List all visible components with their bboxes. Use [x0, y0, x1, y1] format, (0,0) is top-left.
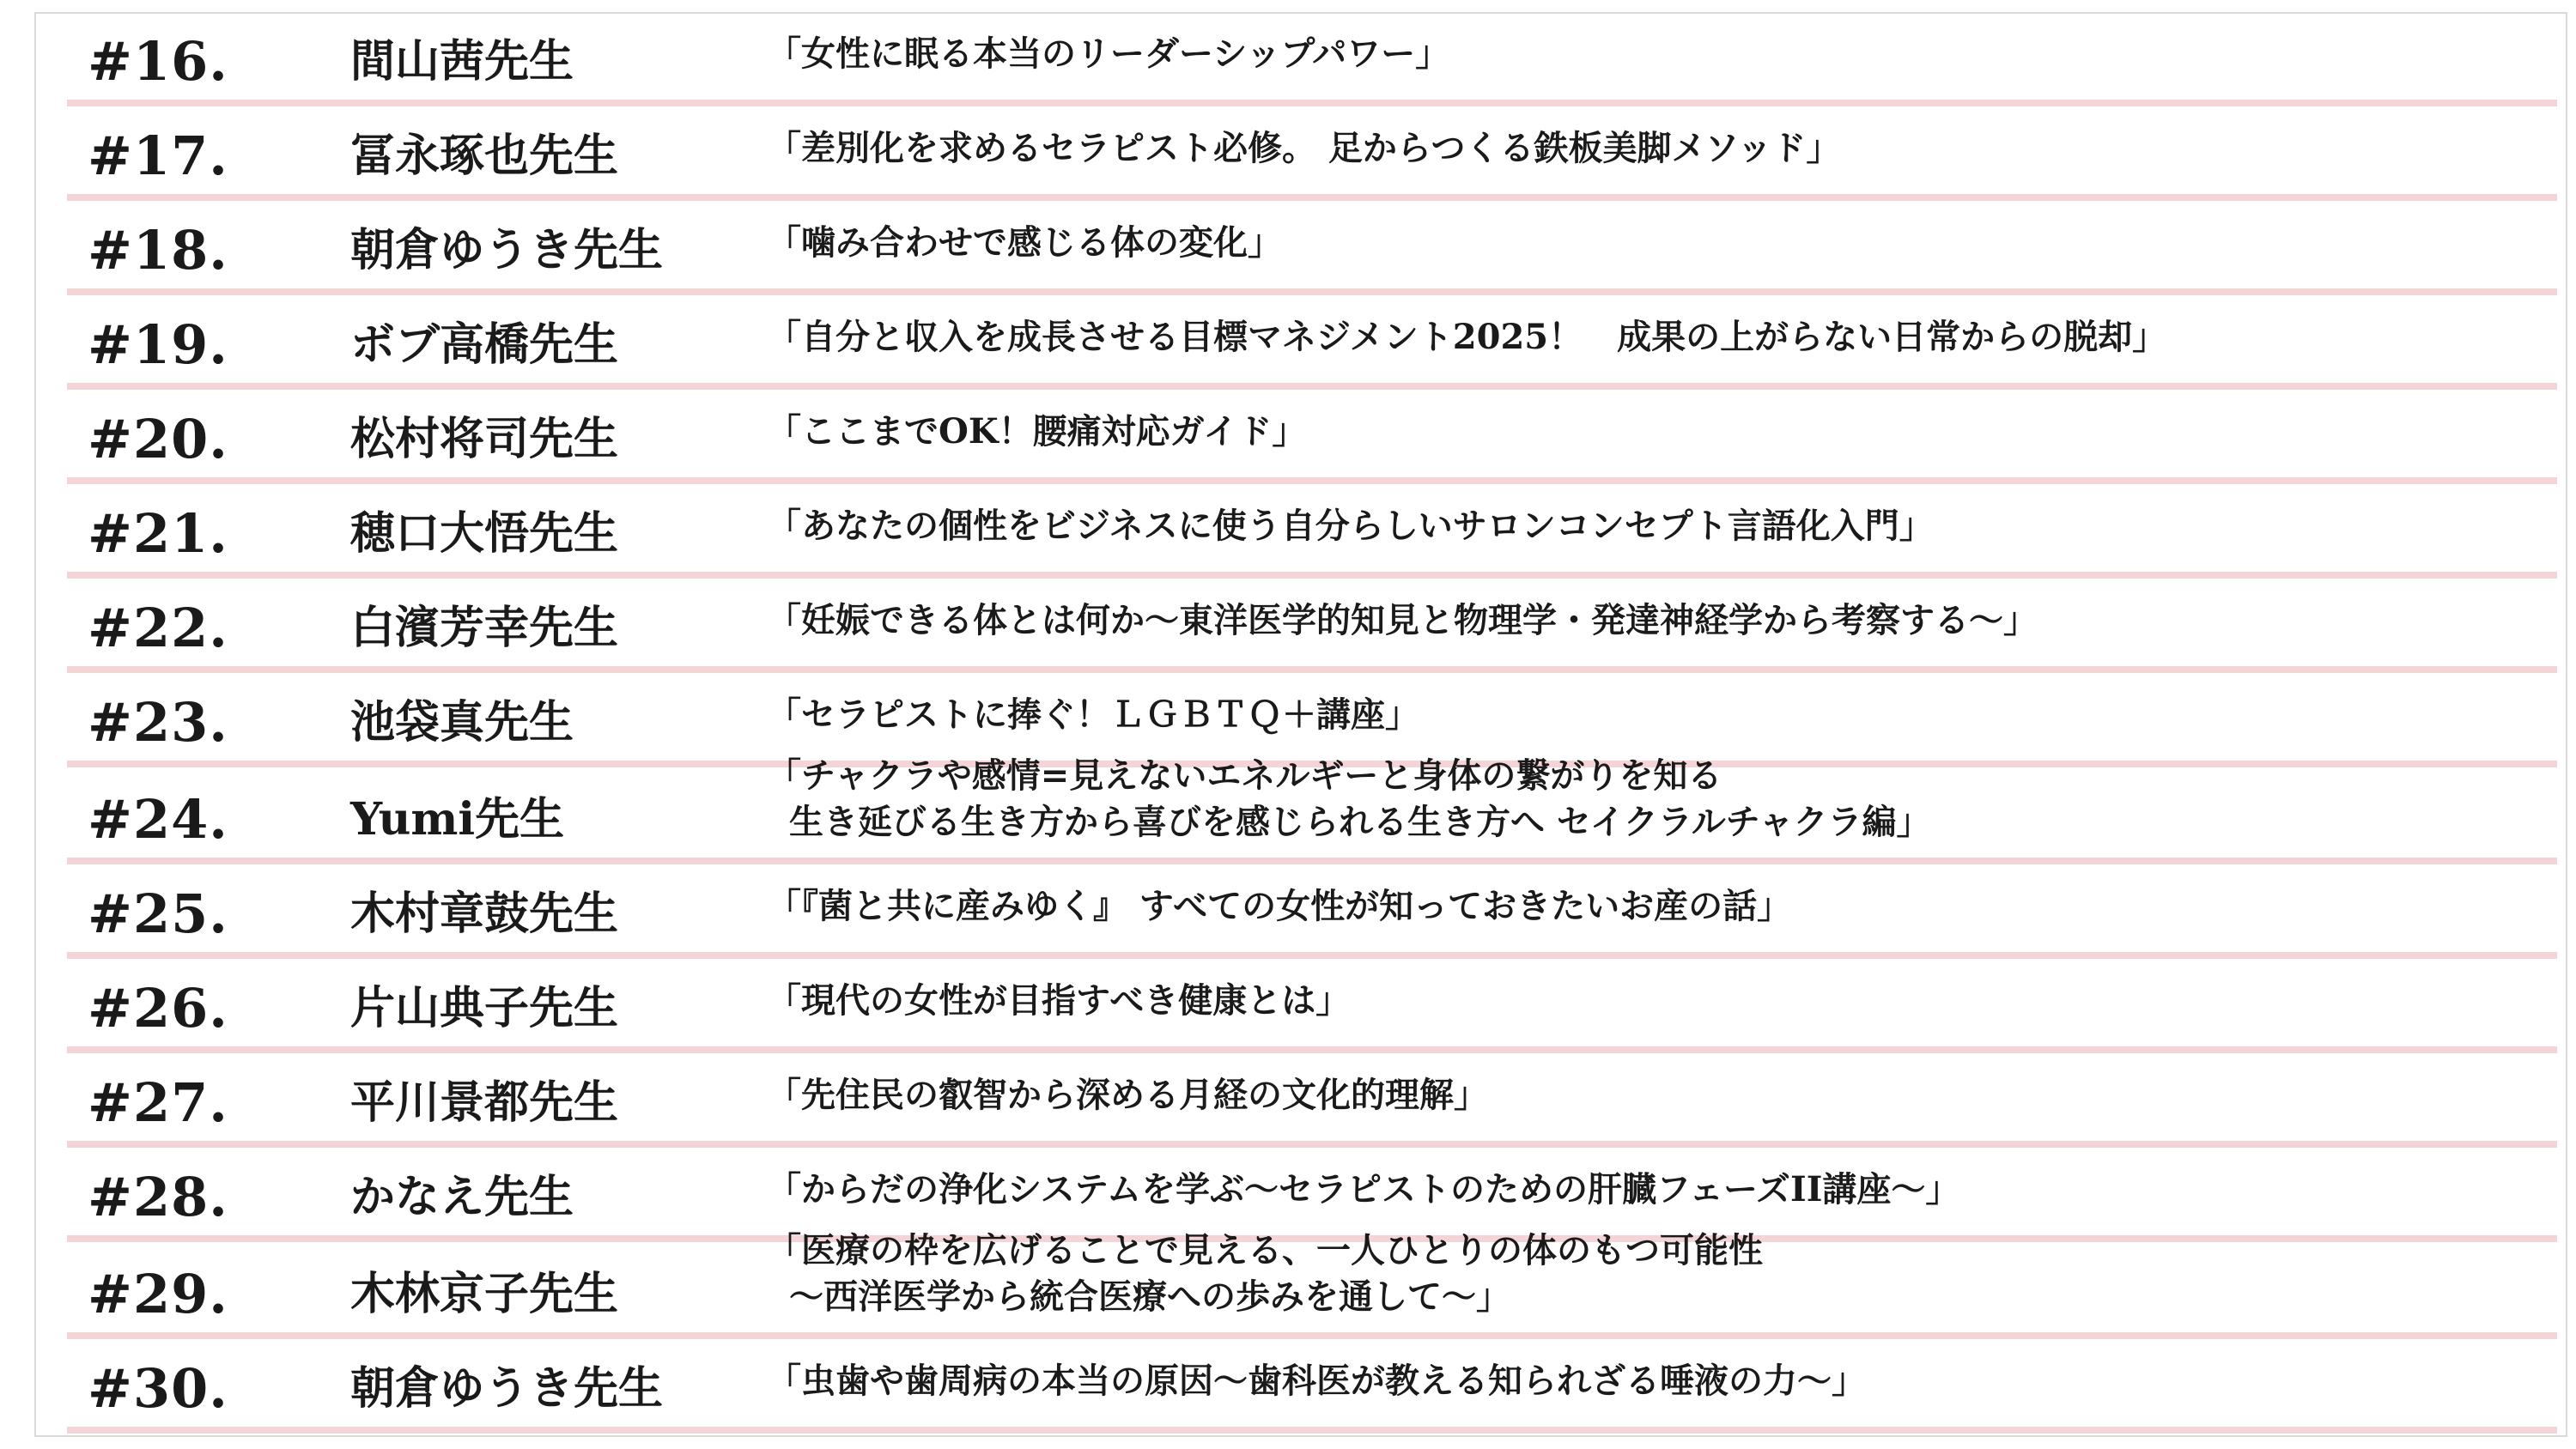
lecture-list: [67, 12, 2557, 1434]
lecture-title: [767, 1228, 1763, 1320]
lecture-title-line1: 「噛み合わせで感じる体の変化」: [767, 222, 1282, 263]
lecture-title: [767, 883, 1791, 930]
speaker-name: 冨永琢也先生: [350, 130, 619, 182]
list-item: [67, 864, 2557, 959]
lecture-title-line1: 「医療の枠を広げることで見える、一人ひとりの体のもつ可能性: [767, 1230, 1763, 1270]
lecture-title-line1: 「チャクラや感情=見えないエネルギーと身体の繋がりを知る: [767, 755, 1722, 796]
list-item: [67, 201, 2557, 295]
lecture-title-line1: 「先住民の叡智から深める月経の文化的理解」: [767, 1075, 1488, 1115]
lecture-title: [767, 409, 1306, 455]
speaker-name: 朝倉ゆうき先生: [350, 224, 664, 276]
lecture-title-line1: 「差別化を求めるセラピスト必修。 足からつくる鉄板美脚メソッド」: [767, 128, 1841, 168]
lecture-title: [767, 753, 1931, 846]
speaker-name: 池袋真先生: [350, 696, 574, 749]
lecture-title-line1: 「『菌と共に産みゆく』 すべての女性が知っておきたいお産の話」: [767, 886, 1792, 926]
speaker-name: 白濱芳幸先生: [350, 602, 619, 654]
speaker-name: 穂口大悟先生: [350, 507, 619, 560]
lecture-title: [767, 31, 1449, 77]
item-number: #19.: [88, 313, 228, 376]
lecture-title-line1: 「自分と収入を成長させる目標マネジメント2025！ 成果の上がらない日常からの脱却」: [767, 317, 2167, 357]
lecture-title: [767, 692, 1419, 738]
speaker-name: 平川景都先生: [350, 1076, 619, 1129]
speaker-name: 木林京子先生: [350, 1268, 619, 1320]
speaker-name: 朝倉ゆうき先生: [350, 1362, 664, 1415]
lecture-title: [767, 1167, 1959, 1213]
list-item: [67, 295, 2557, 390]
list-item: [67, 755, 2557, 864]
lecture-title-line2: 〜西洋医学から統合医療への歩みを通して〜」: [789, 1276, 1510, 1317]
list-item: [67, 12, 2557, 106]
item-number: #18.: [88, 219, 228, 282]
item-number: #23.: [88, 691, 228, 754]
list-item: [67, 959, 2557, 1053]
item-number: #25.: [88, 882, 228, 945]
speaker-name: 木村章鼓先生: [350, 888, 619, 940]
list-item: [67, 106, 2557, 201]
speaker-name: Yumi先生: [350, 793, 565, 846]
lecture-title: [767, 503, 1934, 549]
item-number: #24.: [88, 788, 228, 851]
item-number: #28.: [88, 1166, 228, 1228]
lecture-title: [767, 125, 1840, 172]
speaker-name: 間山茜先生: [350, 35, 574, 88]
item-number: #27.: [88, 1071, 228, 1134]
list-item: [67, 1339, 2557, 1434]
speaker-name: 松村将司先生: [350, 413, 619, 465]
lecture-title: [767, 597, 2038, 644]
lecture-title-line2: 生き延びる生き方から喜びを感じられる生き方へ セイクラルチャクラ編」: [789, 802, 1931, 842]
lecture-title-line1: 「セラピストに捧ぐ！ＬＧＢＴＱ＋講座」: [767, 694, 1419, 735]
lecture-title-line1: 「虫歯や歯周病の本当の原因〜歯科医が教える知られざる唾液の力〜」: [767, 1361, 1866, 1401]
item-number: #20.: [88, 408, 228, 470]
item-number: #26.: [88, 977, 228, 1040]
list-item: [67, 484, 2557, 579]
lecture-title: [767, 220, 1282, 266]
item-number: #17.: [88, 124, 228, 187]
lecture-title-line1: 「現代の女性が目指すべき健康とは」: [767, 980, 1351, 1021]
list-item: [67, 1230, 2557, 1339]
speaker-name: ボブ高橋先生: [350, 318, 619, 371]
lecture-title: [767, 1072, 1488, 1119]
lecture-title-line1: 「ここまでOK！腰痛対応ガイド」: [767, 411, 1307, 452]
lecture-title-line1: 「妊娠できる体とは何か〜東洋医学的知見と物理学・発達神経学から考察する〜」: [767, 600, 2038, 640]
list-item: [67, 579, 2557, 673]
speaker-name: かなえ先生: [350, 1171, 574, 1223]
lecture-title-line1: 「からだの浄化システムを学ぶ〜セラピストのための肝臓フェーズII講座〜」: [767, 1169, 1960, 1210]
item-number: #16.: [88, 30, 228, 93]
lecture-title-line1: 「女性に眠る本当のリーダーシップパワー」: [767, 33, 1450, 74]
lecture-title: [767, 314, 2166, 361]
list-item: [67, 390, 2557, 484]
item-number: #21.: [88, 502, 228, 565]
lecture-title: [767, 1358, 1866, 1404]
item-number: #29.: [88, 1263, 228, 1325]
lecture-title-line1: 「あなたの個性をビジネスに使う自分らしいサロンコンセプト言語化入門」: [767, 506, 1934, 546]
item-number: #30.: [88, 1357, 228, 1420]
item-number: #22.: [88, 597, 228, 659]
list-item: [67, 1053, 2557, 1148]
lecture-title: [767, 978, 1350, 1024]
speaker-name: 片山典子先生: [350, 982, 619, 1034]
